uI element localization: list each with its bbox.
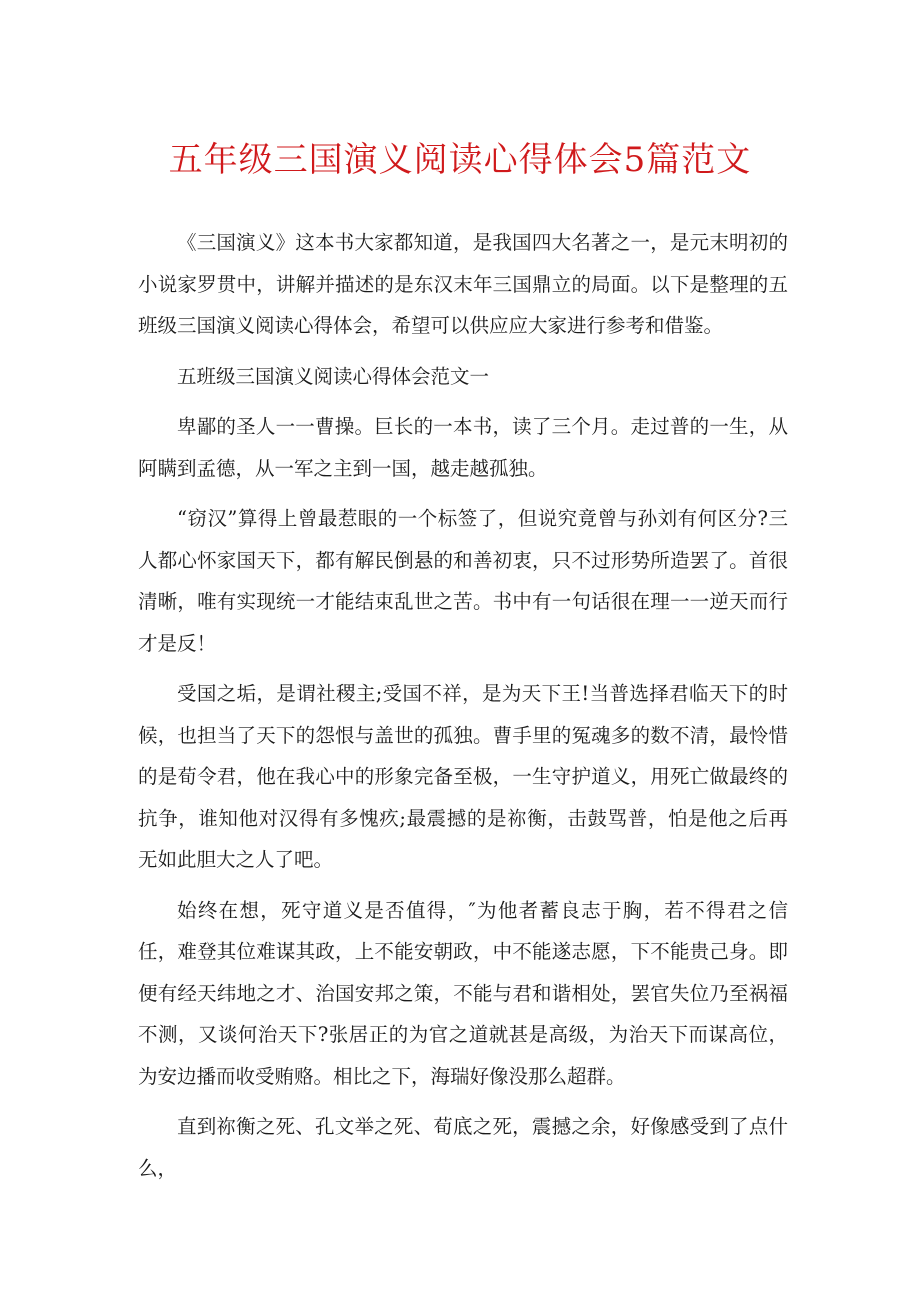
document-body (138, 222, 788, 1198)
paragraph: 卑鄙的圣人一一曹操。巨长的一本书，读了三个月。走过普的一生，从阿瞒到孟德，从一军之主到一国，越走越孤独。 (138, 415, 788, 480)
paragraph: 直到祢衡之死、孔文举之死、荀底之死，震撼之余，好像感受到了点什么， (138, 1115, 788, 1180)
paragraph: 受国之垢，是谓社稷主;受国不祥，是为天下王!当普选择君临天下的时候，也担当了天下的怨恨与盖世的孤独。曹手里的冤魂多的数不清，最怜惜的是荀令君，他在我心中的形象完备至极，一生守护道义，用死亡做最终的抗争，谁知他对汉得有多愧疚;最震撼的是祢衡，击鼓骂普，怕是他之后再无如此胆大之人了吧。 (138, 682, 788, 871)
paragraph: “窃汉”算得上曾最惹眼的一个标签了，但说究竟曾与孙刘有何区分?三人都心怀家国天下，都有解民倒悬的和善初衷，只不过形势所造罢了。首很清晰，唯有实现统一才能结束乱世之苦。书中有一句话很在理一一逆天而行才是反！ (138, 507, 788, 655)
paragraph-intro: 《三国演义》这本书大家都知道，是我国四大名著之一，是元末明初的小说家罗贯中，讲解并描述的是东汉末年三国鼎立的局面。以下是整理的五班级三国演义阅读心得体会，希望可以供应应大家进行参考和借鉴。 (138, 231, 788, 337)
section-heading: 五班级三国演义阅读心得体会范文一 (177, 364, 490, 388)
document-title: 五年级三国演义阅读心得体会5篇范文 (168, 140, 752, 180)
paragraph: 始终在想，死守道义是否值得，″为他者蓄良志于胸，若不得君之信任，难登其位难谋其政，上不能安朝政，中不能遂志愿，下不能贵己身。即便有经天纬地之才、治国安邦之策，不能与君和谐相处，罢官失位乃至祸福不测，又谈何治天下?张居正的为官之道就甚是高级，为治天下而谋高位，为安边播而收受贿赂。相比之下，海瑞好像没那么超群。 (138, 898, 788, 1088)
